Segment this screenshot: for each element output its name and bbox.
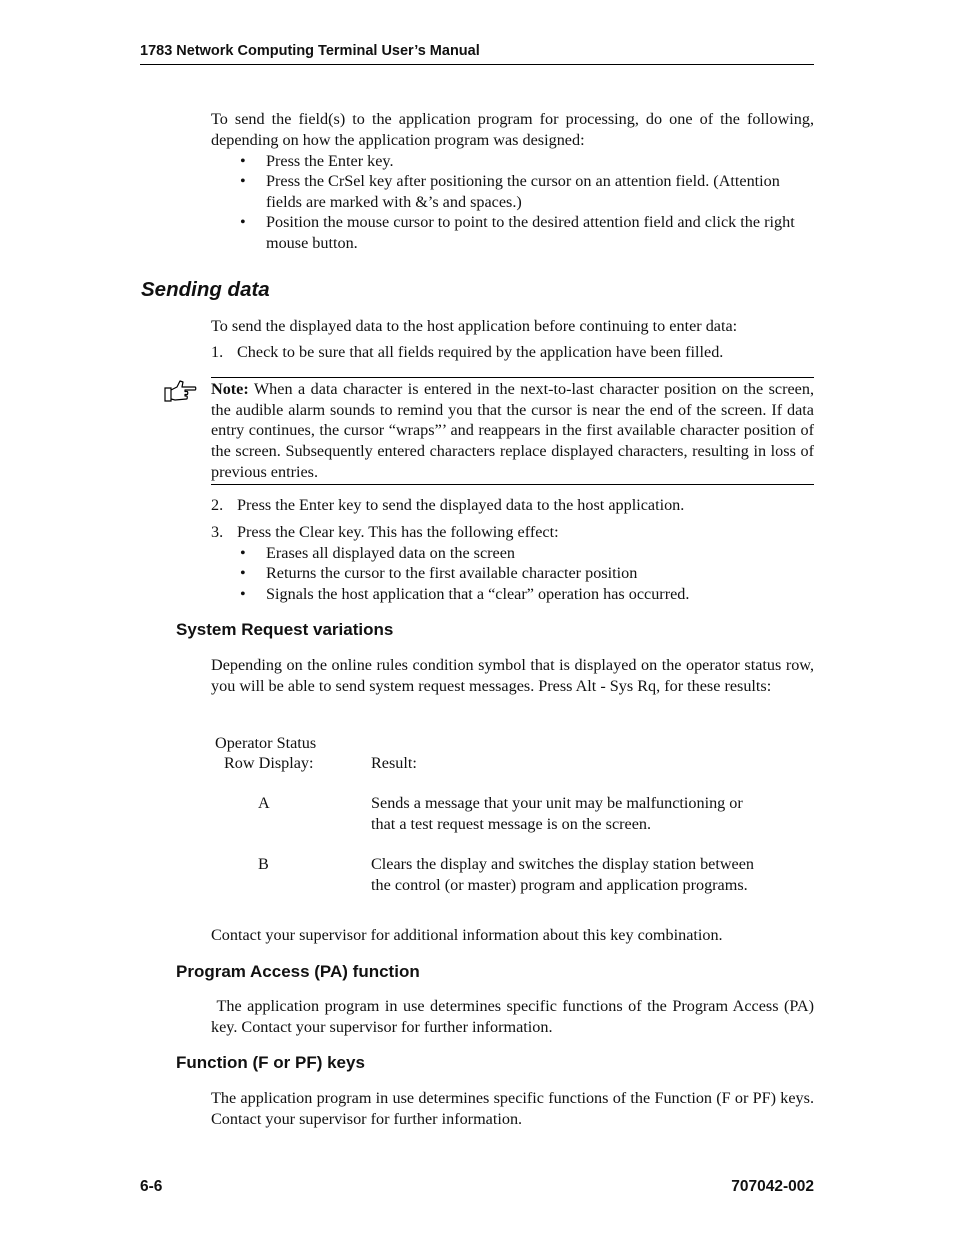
step-number: 1. bbox=[211, 343, 224, 361]
table-row-a-result-line1: Sends a message that your unit may be malfunctioning or bbox=[371, 794, 743, 812]
bullet-text: Position the mouse cursor to point to the desired attention field and click the right mouse button. bbox=[266, 213, 795, 252]
pf-paragraph: The application program in use determines specific functions of the Function (F or PF) keys. Contact your supervisor for further information. bbox=[211, 1089, 814, 1128]
sending-paragraph: To send the displayed data to the host application before continuing to enter data: bbox=[211, 317, 738, 335]
table-row-b-key: B bbox=[258, 855, 269, 873]
bullet-text: Erases all displayed data on the screen bbox=[266, 544, 516, 562]
bullet-icon: • bbox=[240, 152, 246, 170]
header-rule bbox=[140, 64, 814, 65]
sysreq-paragraph: Depending on the online rules condition symbol that is displayed on the operator status row, you will be able to send system request messages. Press Alt - Sys Rq, for these results: bbox=[211, 656, 814, 695]
section-heading-sending-data: Sending data bbox=[141, 278, 270, 301]
note-bottom-rule bbox=[211, 484, 814, 485]
table-row-a-result-line2: that a test request message is on the screen. bbox=[371, 815, 652, 833]
bullet-text: Signals the host application that a “clear” operation has occurred. bbox=[266, 585, 690, 603]
subheading-system-request: System Request variations bbox=[176, 620, 394, 639]
subheading-function-keys: Function (F or PF) keys bbox=[176, 1053, 365, 1072]
table-col2-header: Result: bbox=[371, 754, 417, 772]
table-row-a-key: A bbox=[258, 794, 270, 812]
running-header: 1783 Network Computing Terminal User’s Manual bbox=[140, 43, 480, 59]
bullet-text: Press the CrSel key after positioning the cursor on an attention field. (Attention fields are marked with &’s and spaces.) bbox=[266, 172, 780, 211]
bullet-icon: • bbox=[240, 172, 246, 190]
sysreq-contact: Contact your supervisor for additional information about this key combination. bbox=[211, 926, 723, 944]
bullet-icon: • bbox=[240, 564, 246, 582]
table-row-b-result-line2: the control (or master) program and application programs. bbox=[371, 876, 748, 894]
step-text: Check to be sure that all fields required by the application have been filled. bbox=[237, 343, 724, 361]
intro-paragraph: To send the field(s) to the application program for processing, do one of the following, depending on how the application program was designed: bbox=[211, 110, 814, 149]
subheading-program-access: Program Access (PA) function bbox=[176, 962, 420, 981]
pointing-hand-icon bbox=[163, 379, 197, 403]
bullet-text: Press the Enter key. bbox=[266, 152, 394, 170]
document-number: 707042-002 bbox=[731, 1178, 814, 1195]
pa-paragraph: The application program in use determines specific functions of the Program Access (PA) key. Contact your supervisor for further information. bbox=[211, 997, 819, 1036]
note-label: Note: bbox=[211, 380, 249, 398]
page-number: 6-6 bbox=[140, 1178, 163, 1195]
note-top-rule bbox=[211, 377, 814, 378]
step-text: Press the Enter key to send the displayed data to the host application. bbox=[237, 496, 685, 514]
bullet-text: Returns the cursor to the first available character position bbox=[266, 564, 638, 582]
table-col1-header-line2: Row Display: bbox=[224, 754, 314, 772]
step-text: Press the Clear key. This has the following effect: bbox=[237, 523, 559, 541]
bullet-icon: • bbox=[240, 213, 246, 231]
note-text: When a data character is entered in the next-to-last character position on the screen, the audible alarm sounds to remind you that the cursor is near the end of the screen. If data entry continues, the cursor “wraps”’ and reappears in the first available character position of the screen. Subsequently entered characters replace displayed characters, resulting in loss of previous entries. bbox=[211, 380, 814, 481]
step-number: 3. bbox=[211, 523, 224, 541]
step-number: 2. bbox=[211, 496, 224, 514]
table-col1-header-line1: Operator Status bbox=[215, 734, 317, 752]
table-row-b-result-line1: Clears the display and switches the display station between bbox=[371, 855, 755, 873]
bullet-icon: • bbox=[240, 585, 246, 603]
note-box bbox=[211, 379, 814, 483]
bullet-icon: • bbox=[240, 544, 246, 562]
